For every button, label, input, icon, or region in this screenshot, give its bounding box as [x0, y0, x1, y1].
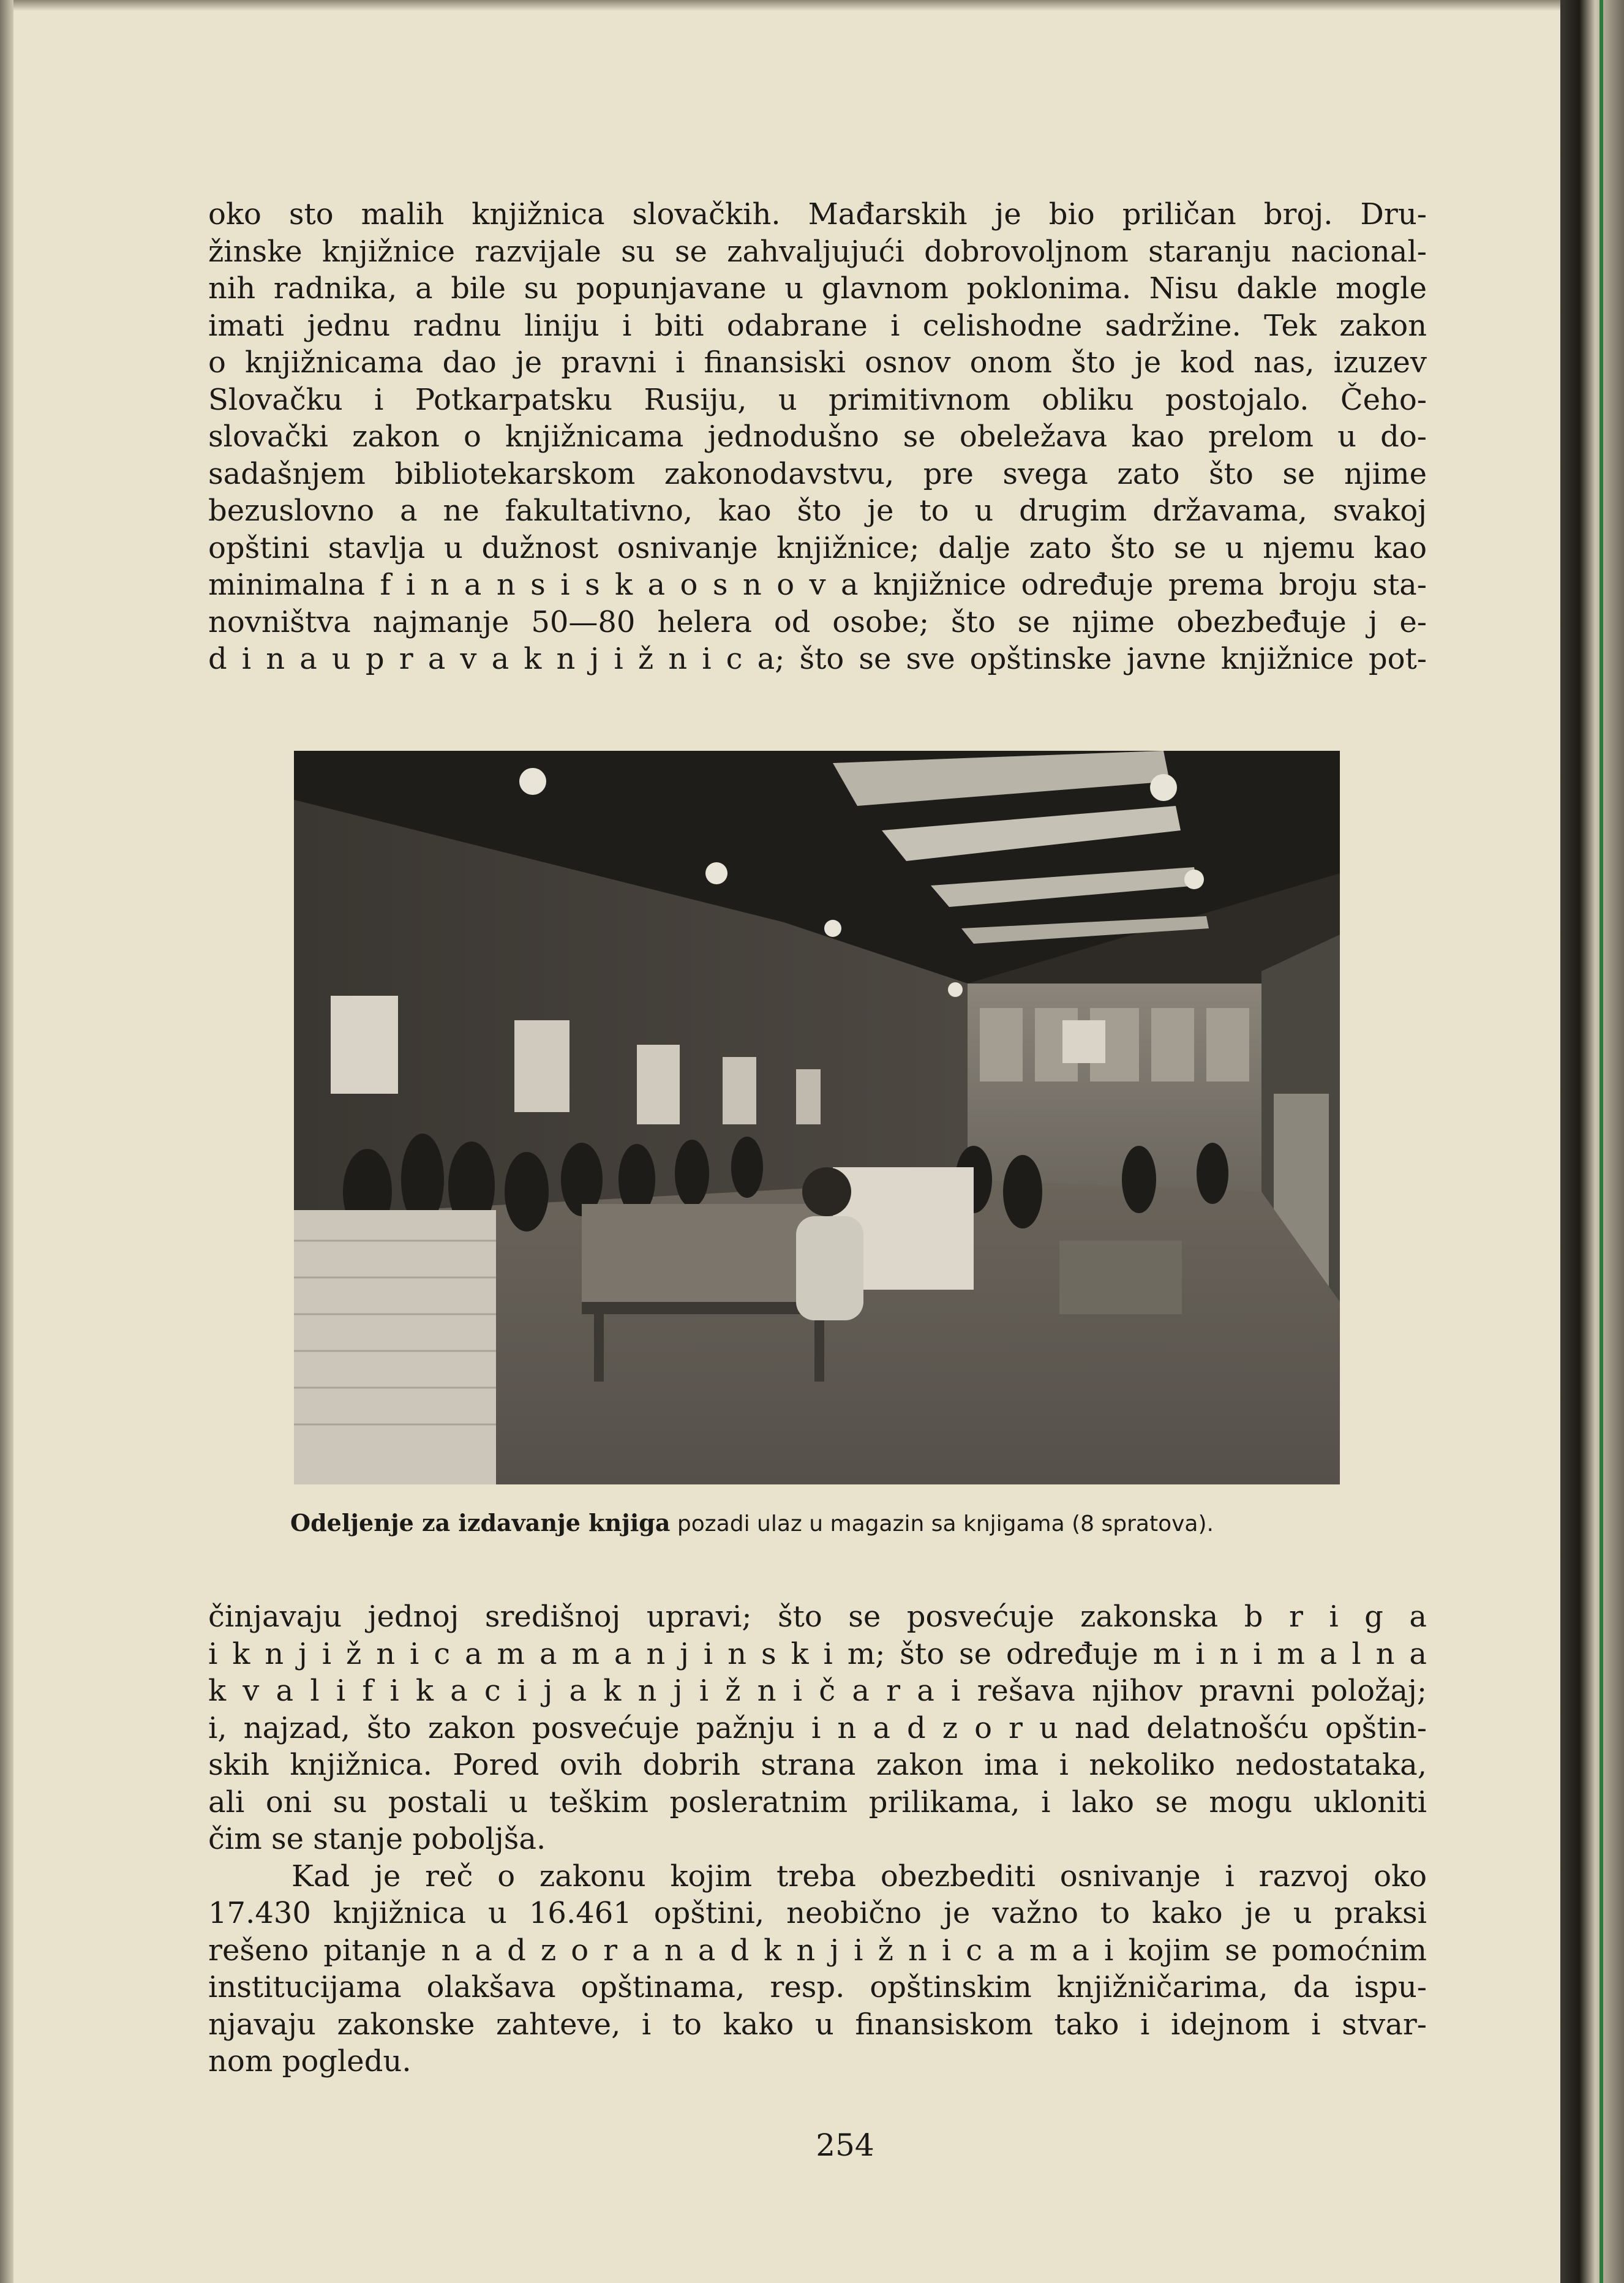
text-line: Kad je reč o zakonu kojim treba obezbediti osnivanje i razvoj oko	[291, 1859, 1427, 1894]
text-line: opštini stavlja u dužnost osnivanje knjižnice; dalje zato što se u njemu kao	[208, 530, 1427, 565]
page-number: 254	[816, 2127, 874, 2163]
text-line: minimalna f i n a n s i s k a o s n o v a knjižnice određuje prema broju sta-	[208, 568, 1427, 602]
text-block-top	[208, 196, 1427, 678]
text-line: žinske knjižnice razvijale su se zahvaljujući dobrovoljnom staranju nacional-	[208, 234, 1427, 269]
text-line: činjavaju jednoj središnoj upravi; što se posvećuje zakonska b r i g a	[208, 1600, 1427, 1634]
library-hall-photo	[294, 751, 1340, 1484]
text-line: institucijama olakšava opštinama, resp. opštinskim knjižničarima, da ispu-	[208, 1970, 1427, 2004]
text-line: novništva najmanje 50—80 helera od osobe; što se njime obezbeđuje j e-	[208, 604, 1427, 639]
text-line: 17.430 knjižnica u 16.461 opštini, neobično je važno to kako je u praksi	[208, 1896, 1427, 1930]
text-line: ali oni su postali u teškim posleratnim prilikama, i lako se mogu ukloniti	[208, 1785, 1427, 1819]
text-line: skih knjižnica. Pored ovih dobrih strana zakon ima i nekoliko nedostataka,	[208, 1748, 1427, 1782]
text-line: k v a l i f i k a c i j a k n j i ž n i č a r a i rešava njihov pravni položaj;	[208, 1674, 1427, 1708]
text-line: imati jednu radnu liniju i biti odabrane i celishodne sadržine. Tek zakon	[208, 308, 1427, 343]
text-line: slovački zakon o knjižnicama jednodušno se obeležava kao prelom u do-	[208, 419, 1427, 454]
text-line: Slovačku i Potkarpatsku Rusiju, u primitivnom obliku postojalo. Čeho-	[208, 382, 1427, 417]
text-line: njavaju zakonske zahteve, i to kako u finansiskom tako i idejnom i stvar-	[208, 2007, 1427, 2042]
text-line: d i n a u p r a v a k n j i ž n i c a; što se sve opštinske javne knjižnice pot-	[208, 642, 1427, 676]
text-block-bottom	[208, 1598, 1427, 2080]
text-line: o knjižnicama dao je pravni i finansiski osnov onom što je kod nas, izuzev	[208, 345, 1427, 380]
text-line: nih radnika, a bile su popunjavane u glavnom poklonima. Nisu dakle mogle	[208, 271, 1427, 306]
text-line: nom pogledu.	[208, 2044, 412, 2078]
photo-caption	[290, 1509, 1380, 1536]
photo-illustration	[294, 751, 1340, 1484]
caption-rest: pozadi ulaz u magazin sa knjigama (8 spratova).	[670, 1511, 1214, 1536]
text-line: sadašnjem bibliotekarskom zakonodavstvu, pre svega zato što se njime	[208, 456, 1427, 491]
text-line: rešeno pitanje n a d z o r a n a d k n j i ž n i c a m a i kojim se pomoćnim	[208, 1933, 1427, 1968]
spine-stripe	[1600, 0, 1603, 2283]
text-line: čim se stanje poboljša.	[208, 1822, 546, 1856]
text-line: i, najzad, što zakon posvećuje pažnju i n a d z o r u nad delatnošću opštin-	[208, 1710, 1427, 1745]
text-line: oko sto malih knjižnica slovačkih. Mađarskih je bio priličan broj. Dru-	[208, 197, 1427, 231]
page-edge-left	[0, 0, 13, 2283]
text-line: i k n j i ž n i c a m a m a n j i n s k i m; što se određuje m i n i m a l n a	[208, 1636, 1427, 1671]
book-spine-edge	[1560, 0, 1624, 2283]
text-line: bezuslovno a ne fakultativno, kao što je to u drugim državama, svakoj	[208, 494, 1427, 528]
page-edge-top	[0, 0, 1624, 11]
caption-bold: Odeljenje za izdavanje knjiga	[290, 1509, 671, 1536]
